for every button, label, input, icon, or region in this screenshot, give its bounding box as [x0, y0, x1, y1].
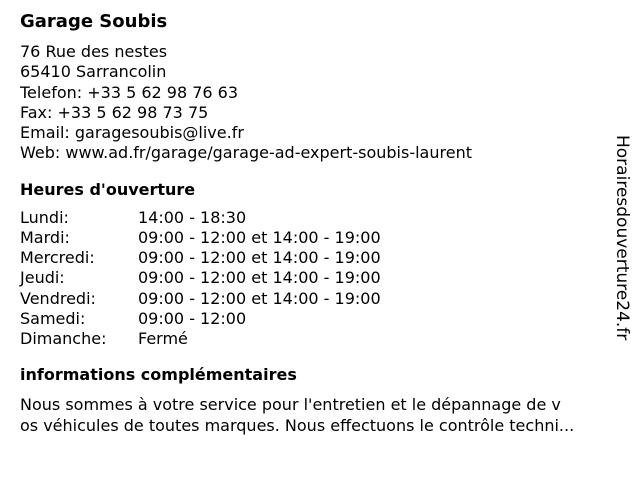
fax-number: Fax: +33 5 62 98 73 75 [20, 102, 209, 122]
hours-row-monday [20, 208, 620, 228]
hours-row-friday [20, 289, 620, 309]
day-label: Mardi: [20, 227, 70, 247]
site-watermark: Horairesdouverture24.fr [612, 135, 632, 341]
time-range: 09:00 - 12:00 et 14:00 - 19:00 [138, 227, 381, 247]
business-name: Garage Soubis [20, 11, 168, 32]
time-range: 09:00 - 12:00 [138, 308, 247, 328]
day-label: Vendredi: [20, 288, 96, 308]
hours-table [20, 208, 620, 349]
day-label: Mercredi: [20, 248, 95, 268]
email-address: Email: garagesoubis@live.fr [20, 123, 244, 143]
info-line-1: Nous sommes à votre service pour l'entretien et le dépannage de v [20, 395, 561, 415]
day-label: Dimanche: [20, 329, 107, 348]
time-range: 14:00 - 18:30 [138, 207, 247, 227]
day-label: Jeudi: [20, 268, 65, 288]
time-range: 09:00 - 12:00 et 14:00 - 19:00 [138, 288, 381, 308]
hours-row-thursday [20, 268, 620, 288]
hours-row-tuesday [20, 228, 620, 248]
website-url: Web: www.ad.fr/garage/garage-ad-expert-soubis-laurent [20, 143, 472, 163]
day-label: Lundi: [20, 207, 69, 227]
phone-number: Telefon: +33 5 62 98 76 63 [20, 82, 239, 102]
hours-row-saturday [20, 309, 620, 329]
address-city: 65410 Sarrancolin [20, 62, 167, 82]
address-street: 76 Rue des nestes [20, 42, 168, 61]
info-line-2: os véhicules de toutes marques. Nous effectuons le contrôle techni... [20, 415, 575, 435]
hours-row-sunday [20, 329, 620, 349]
contact-block [20, 42, 620, 164]
hours-row-wednesday [20, 248, 620, 268]
day-label: Samedi: [20, 308, 86, 328]
info-heading: informations complémentaires [20, 365, 297, 385]
time-range: Fermé [138, 329, 188, 348]
time-range: 09:00 - 12:00 et 14:00 - 19:00 [138, 248, 381, 268]
info-description [20, 395, 622, 436]
time-range: 09:00 - 12:00 et 14:00 - 19:00 [138, 268, 381, 288]
hours-heading: Heures d'ouverture [20, 179, 196, 199]
business-card [20, 10, 620, 436]
